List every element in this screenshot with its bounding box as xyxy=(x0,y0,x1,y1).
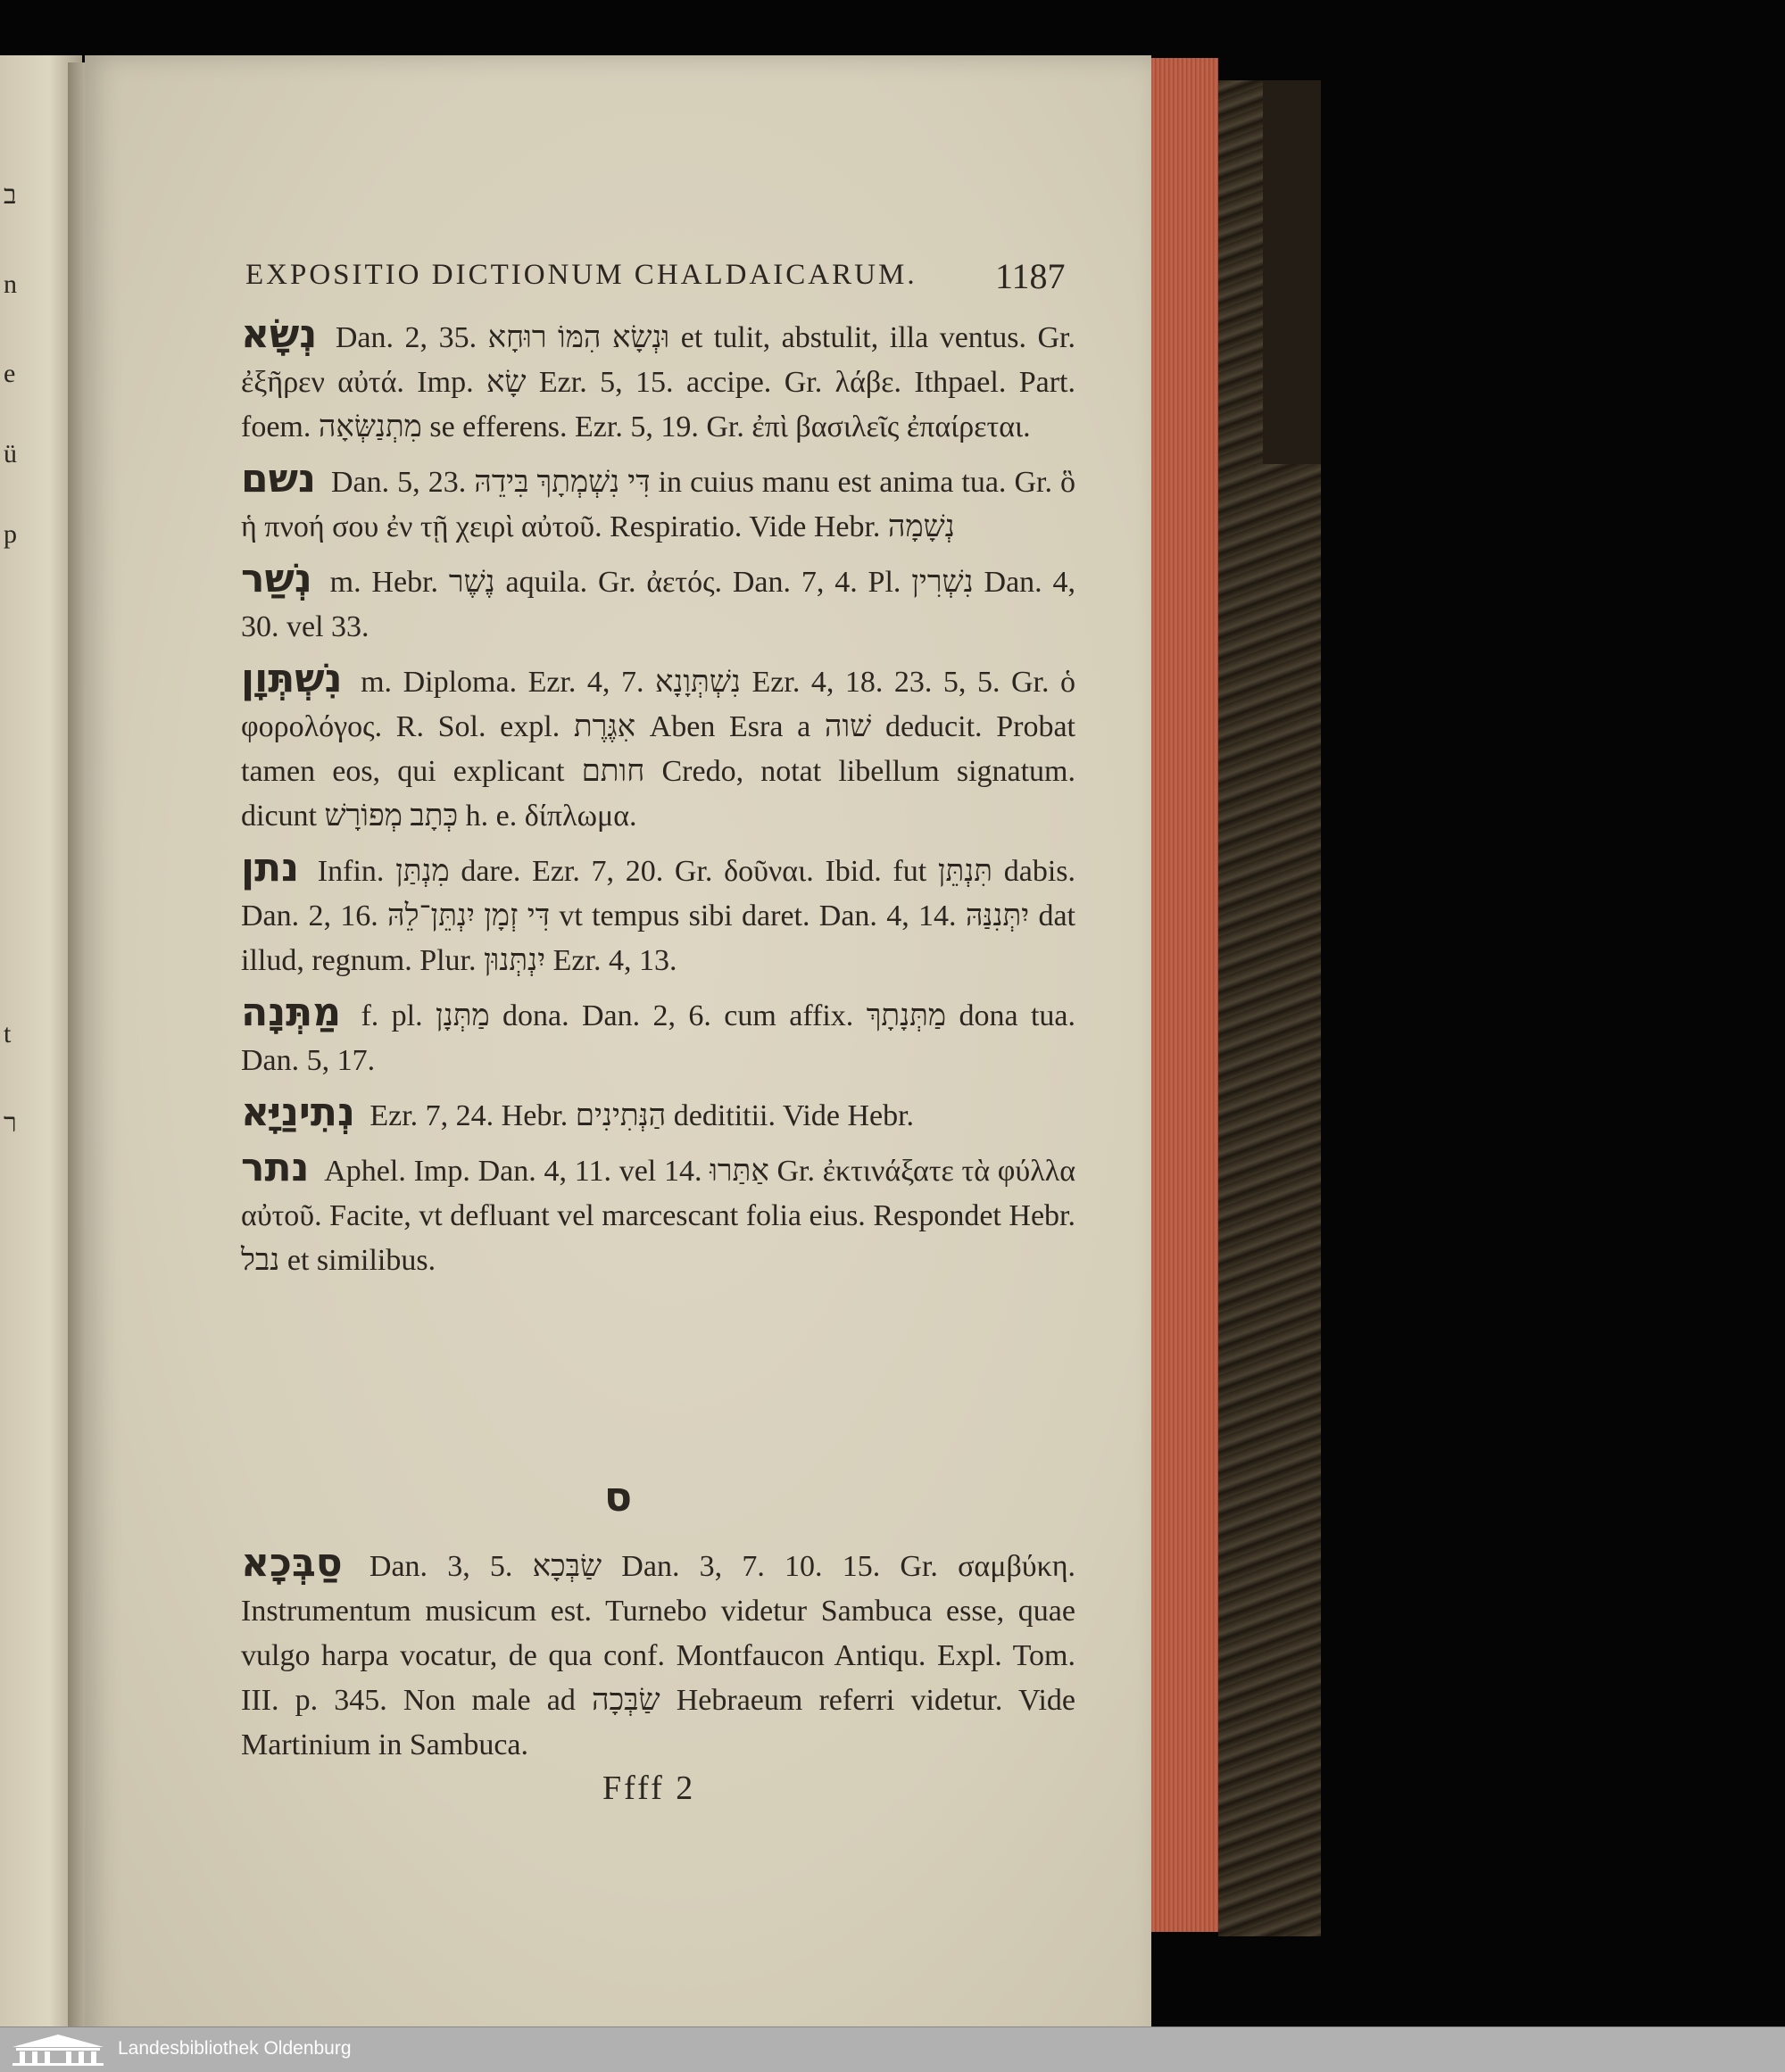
dictionary-entry xyxy=(241,657,1075,839)
dictionary-entry xyxy=(241,557,1075,650)
entry-headword: נתן xyxy=(241,845,300,891)
dictionary-entry xyxy=(241,846,1075,983)
entry-text: m. Hebr. נֶשֶׁר aquila. Gr. ἀετός. Dan. 7, 4. Pl. נִשְׁרִין Dan. 4, 30. vel 33. xyxy=(241,566,1075,643)
entry-text: Dan. 2, 35. וּנְשָׂא הִמּוֹ רוּחָא et tulit, abstulit, illa ventus. Gr. ἐξῆρεν αὐτά. Imp. שָׂא Ezr. 5, 15. accipe. Gr. λάβε. Ithpael. Part. foem. מִתְנַשְּׂאָה se efferens. Ezr. 5, 19. Gr. ἐπὶ βασιλεῖς ἐπαίρεται. xyxy=(241,321,1076,443)
entry-headword: נִשְׁתְּוָן xyxy=(241,656,343,701)
prev-page-fragment: n xyxy=(4,269,17,299)
dictionary-entry xyxy=(241,1090,1075,1139)
entry-headword: מַתְּנָה xyxy=(241,990,342,1035)
prev-page-fragment: ר xyxy=(4,1108,17,1138)
dictionary-entry xyxy=(241,990,1075,1083)
book-cover-band xyxy=(1263,80,1321,464)
entry-text: f. pl. מַתְּנָן dona. Dan. 2, 6. cum affix. מַתְּנָתָךְ dona tua. Dan. 5, 17. xyxy=(241,999,1075,1077)
prev-page-fragment: e xyxy=(4,359,16,388)
dictionary-entry xyxy=(241,312,1075,450)
book-page xyxy=(85,55,1151,2050)
prev-page-fragment: ב xyxy=(4,180,17,210)
running-title: EXPOSITIO DICTIONUM CHALDAICARUM. xyxy=(245,259,917,291)
library-footer xyxy=(0,2026,1785,2072)
running-head xyxy=(85,256,1151,303)
prev-page-fragment: ü xyxy=(4,439,17,468)
entry-text: Infin. מִנְתַּן dare. Ezr. 7, 20. Gr. δοῦναι. Ibid. fut תִּנְתֵּן dabis. Dan. 2, 16. דִּי זְמָן יִנְתֵּן־לֵהּ vt tempus sibi daret. Dan. 4, 14. יִתְּנִנַּהּ dat illud, regnum. Plur. יִנְתְּנוּן Ezr. 4, 13. xyxy=(241,855,1075,977)
entry-headword: סַבְּכָא xyxy=(241,1540,343,1586)
entry-headword: נְתִינַיָּא xyxy=(241,1090,355,1135)
entry-text: Dan. 5, 23. דִּי נִשְׁמְתָךְ בִּידֵהּ in cuius manu est anima tua. Gr. ὃ ἡ πνοή σου ἐν τῇ χειρὶ αὐτοῦ. Respiratio. Vide Hebr. נְשָׁמָה xyxy=(241,466,1075,543)
page-edges xyxy=(1151,58,1218,1932)
dictionary-entries-samekh xyxy=(241,1541,1075,1775)
library-name: Landesbibliothek Oldenburg xyxy=(118,2038,352,2059)
entry-headword: נְשַׁר xyxy=(241,556,312,601)
section-letter: ס xyxy=(603,1472,633,1521)
entry-headword: נשם xyxy=(241,456,316,501)
dictionary-entry xyxy=(241,457,1075,550)
entry-text: Ezr. 7, 24. Hebr. הַנְּתִינִים dedititii. Vide Hebr. xyxy=(369,1099,915,1132)
prev-page-fragment: t xyxy=(4,1019,12,1048)
entry-headword: נתר xyxy=(241,1145,310,1190)
printer-signature: Ffff 2 xyxy=(602,1769,696,1807)
entry-text: m. Diploma. Ezr. 4, 7. נִשְׁתְּוָנָא Ezr. 4, 18. 23. 5, 5. Gr. ὁ φορολόγος. R. Sol. expl. אִגֶּרֶת Aben Esra a שׁוה deducit. Probat tamen eos, qui explicant חותם Credo, notat libellum signatum. dicunt כְּתָב מְפוֹרָשׁ h. e. δίπλωμα. xyxy=(241,666,1075,833)
entry-headword: נְשָׂא xyxy=(241,311,318,357)
entry-text: Aphel. Imp. Dan. 4, 11. vel 14. אַתַּרוּ Gr. ἐκτινάξατε τὰ φύλλα αὐτοῦ. Facite, vt defluant vel marcescant folia eius. Respondet Hebr. נבל et similibus. xyxy=(241,1155,1076,1277)
page-number: 1187 xyxy=(995,256,1066,296)
dictionary-entries xyxy=(241,312,1075,1290)
prev-page-fragment: p xyxy=(4,519,17,549)
dictionary-entry xyxy=(241,1146,1075,1283)
library-building-icon xyxy=(9,2033,107,2067)
dictionary-entry xyxy=(241,1541,1075,1768)
entry-text: Dan. 3, 5. שַׂבְּכָא Dan. 3, 7. 10. 15. Gr. σαμβύκη. Instrumentum musicum est. Turnebo videtur Sambuca esse, quae vulgo harpa vocatur, de qua conf. Montfaucon Antiqu. Expl. Tom. III. p. 345. Non male ad שַׂבְּכָה Hebraeum referri videtur. Vide Martinium in Sambuca. xyxy=(241,1550,1076,1761)
